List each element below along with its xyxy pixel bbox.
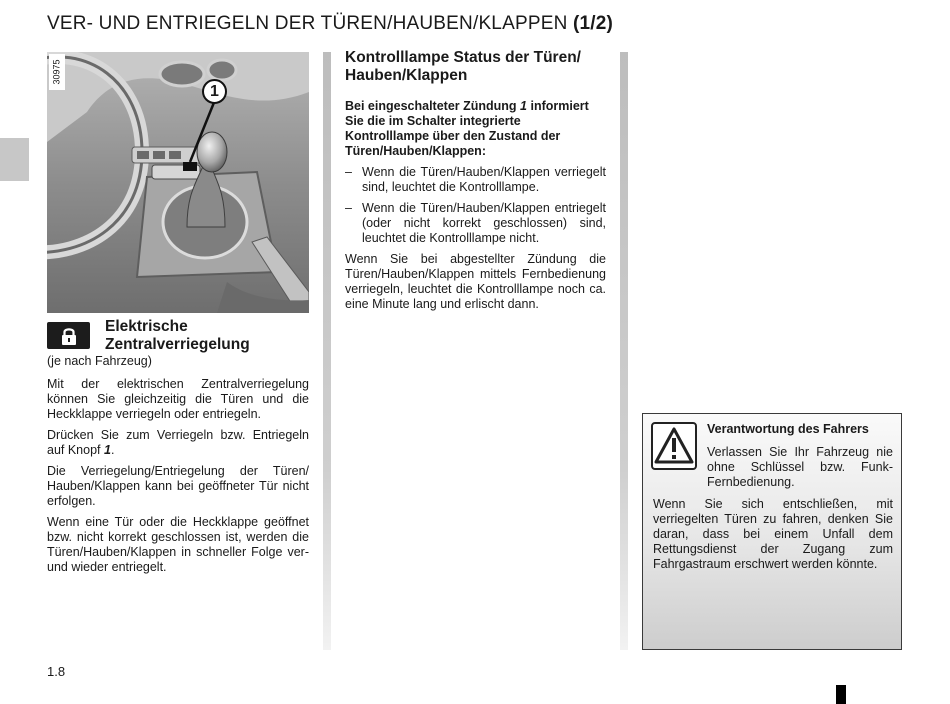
paragraph-remote-control: Wenn Sie bei abgestellter Zündung die Türen/Hauben/Klappen mittels Fernbedienung verriegeln, leuchtet die Kontrolllampe noch ca. eine Minute lang und erlischt dann.	[345, 252, 606, 311]
paragraph-rapid-cycle: Wenn eine Tür oder die Heckklappe geöffnet bzw. nicht korrekt geschlossen ist, werden die Türen/Hauben/Klappen in schneller Folge ver- und wieder entriegelt.	[47, 515, 309, 574]
callout-label: 1	[210, 82, 219, 100]
dashboard-illustration	[47, 52, 309, 313]
column-divider-left	[323, 52, 331, 650]
press-button-end: .	[110, 443, 115, 457]
list-item	[345, 165, 606, 195]
list-dash: –	[345, 201, 352, 215]
warning-text-keys: Verlassen Sie Ihr Fahrzeug nie ohne Schlüssel bzw. Funk-Fernbedienung.	[707, 445, 893, 489]
warning-box	[642, 413, 902, 650]
list-item	[345, 201, 606, 246]
paragraph-press-button	[47, 428, 309, 458]
section-heading-status-lamp: Kontrolllampe Status der Türen/ Hauben/Klappen	[345, 49, 581, 84]
vehicle-note: (je nach Fahrzeug)	[47, 354, 152, 368]
column-divider-right	[620, 52, 628, 650]
photo-reference-text: 30975	[52, 59, 62, 85]
photo-reference-number	[49, 54, 65, 90]
dashboard-photo	[47, 52, 309, 313]
edge-marker	[836, 685, 846, 704]
lead-text-b: informiert Sie die im Schalter integrierte Kontrolllampe über den Zustand der Türen/Hauben/Klappen:	[345, 99, 589, 158]
paragraph-ignition-on	[345, 99, 606, 159]
paragraph-central-locking: Mit der elektrischen Zentralverriegelung können Sie gleichzeitig die Türen und die Heckklappe verriegeln oder entriegeln.	[47, 377, 309, 421]
left-column-text	[47, 377, 309, 581]
page-title	[47, 13, 613, 35]
page-title-text: VER- UND ENTRIEGELN DER TÜREN/HAUBEN/KLAPPEN	[47, 13, 568, 34]
lead-text-a: Bei eingeschalteter Zündung	[345, 99, 517, 113]
lock-icon	[47, 322, 90, 349]
warning-triangle-icon	[651, 422, 697, 470]
button-reference: 1	[104, 443, 111, 457]
warning-heading: Verantwortung des Fahrers	[707, 422, 869, 436]
list-dash: –	[345, 165, 352, 179]
paragraph-door-open: Die Verriegelung/Entriegelung der Türen/ Hauben/Klappen kann bei geöffneter Tür nicht erfolgen.	[47, 464, 309, 508]
lead-reference: 1	[520, 99, 527, 113]
page-title-suffix: (1/2)	[572, 13, 614, 34]
warning-text-rescue: Wenn Sie sich entschließen, mit verriegelten Türen zu fahren, denken Sie daran, dass bei einem Unfall dem Rettungsdienst der Zugang zum Fahrgastraum erschwert werden könnte.	[653, 497, 893, 571]
bullet-unlocked: Wenn die Türen/Hauben/Klappen entriegelt (oder nicht korrekt geschlossen) sind, leuchtet die Kontrolllampe nicht.	[362, 201, 606, 245]
chapter-tab-marker	[0, 138, 29, 181]
callout-marker	[202, 79, 227, 104]
press-button-text: Drücken Sie zum Verriegeln bzw. Entriegeln auf Knopf	[47, 428, 309, 457]
middle-column-text	[345, 99, 606, 318]
bullet-locked: Wenn die Türen/Hauben/Klappen verriegelt sind, leuchtet die Kontrolllampe.	[362, 165, 606, 194]
page-number: 1.8	[47, 664, 66, 679]
section-heading-central-locking: Elektrische Zentralverriegelung	[105, 318, 250, 353]
